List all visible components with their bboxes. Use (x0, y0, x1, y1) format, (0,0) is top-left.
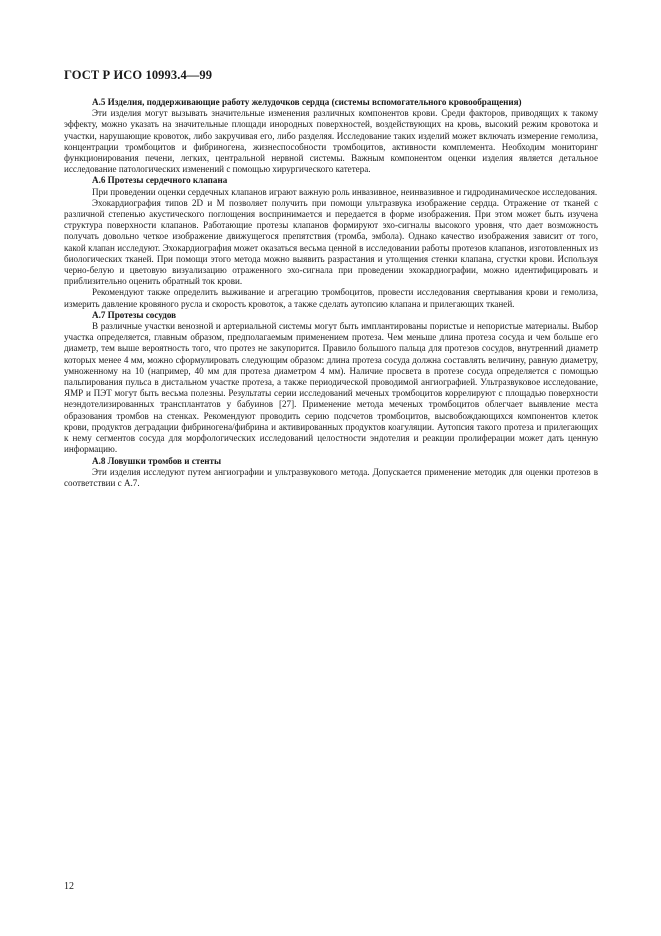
section-heading-a6: А.6 Протезы сердечного клапана (92, 175, 228, 186)
document-header: ГОСТ Р ИСО 10993.4—99 (64, 68, 213, 82)
page-number: 12 (64, 881, 74, 892)
paragraph-a6-1: При проведении оценки сердечных клапанов играют важную роль инвазивное, неинвазивное и гидродинамическое исследования. (92, 186, 598, 197)
paragraph-a7-1: В различные участки венозной и артериальной системы могут быть имплантированы пористые и непористые материалы. Выбор участка определяется, главным образом, предполагаемым применением протеза. Чем меньше длина протеза сосуда и чем больше его диаметр, тем выше вероятность того, что протез не закупорится. Правило большого пальца для протезов сосудов, внутренний диаметр которых менее 4 мм, можно сформулировать следующим образом: длина протеза сосуда должна составлять величину, равную диаметру, умноженному на 10 (например, 40 мм для протеза диаметром 4 мм). Наличие просвета в протезе сосуда определяется с помощью пальпирования пульса в дистальном участке протеза, а также периодической проводимой ангиографией. Ультразвуковое исследование, ЯМР и ПЭТ могут быть весьма полезны. Результаты серии исследований меченых тромбоцитов коррелируют с площадью поверхности неэндотелизированных трансплантатов у бабуинов [27]. Применение метода меченых тромбоцитов облегчает выявление места образования тромбов на стенках. Рекомендуют проводить серию подсчетов тромбоцитов, высвобождающихся компонентов клеток крови, продуктов деградации фибриногена/фибрина и активированных продуктов коагуляции. Аутопсия такого протеза и прилегающих к нему сегментов сосуда для морфологических исследований целостности эндотелия и реакции пролиферации может дать ценную информацию. (64, 321, 598, 455)
paragraph-a6-2: Эхокардиография типов 2D и M позволяет получить при помощи ультразвука изображение сердца. Отражение от тканей с различной степенью акустического поглощения воспринимается и передается в форме изображения. При этом может быть изучена структура поверхности клапанов. Работающие протезы клапанов формируют эхо-сигналы высокого уровня, что дает возможность получать довольно четкое изображение движущегося препятствия (тромба, эмбола). Однако качество изображения зависит от того, какой клапан исследуют. Эхокардиография может оказаться весьма ценной в исследовании работы протезов клапанов, изготовленных из биологических тканей. При помощи этого метода можно выявить разрастания и утолщения стенки клапана, сгустки крови. Используя черно-белую и цветовую визуализацию отраженного эхо-сигнала при проведении эхокардиографии, можно идентифицировать и приблизительно оценить обратный ток крови. (64, 197, 598, 287)
section-heading-a8: А.8 Ловушки тромбов и стенты (92, 455, 222, 466)
paragraph-a6-3: Рекомендуют также определить выживание и агрегацию тромбоцитов, провести исследования свертывания крови и гемолиза, измерить давление кровяного русла и скорость кровоток, а также сделать аутопсию клапана и прилегающих тканей. (64, 287, 598, 309)
paragraph-a5-1: Эти изделия могут вызывать значительные изменения различных компонентов крови. Среди факторов, приводящих к такому эффекту, можно указать на значительные площади инородных поверхностей, воздействующих на кровь, высокий режим кровотока и участки, нарушающие кровоток, либо закручивая его, либо разделяя. Исследование таких изделий может включать измерение гемолиза, концентрации тромбоцитов и фибриногена, жизнеспособности тромбоцитов, активности комплемента. Необходим мониторинг функционирования печени, легких, центральной нервной системы. Важным компонентом оценки изделия является детальное исследование патологических изменений с помощью хирургического катетера. (64, 108, 598, 175)
section-heading-a5: А.5 Изделия, поддерживающие работу желудочков сердца (системы вспомогательного кровообращения) (92, 97, 522, 107)
paragraph-a8-1: Эти изделия исследуют путем ангиографии и ультразвукового метода. Допускается применение методик для оценки протезов в соответствии с А.7. (64, 466, 598, 488)
section-heading-a7: А.7 Протезы сосудов (92, 309, 177, 320)
document-body (64, 97, 598, 489)
